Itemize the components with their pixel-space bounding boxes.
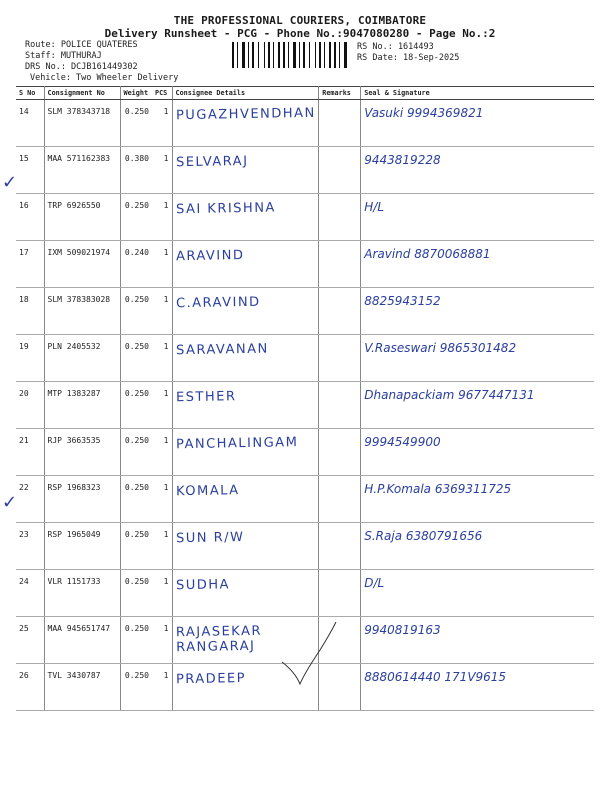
- vehicle-label: Vehicle: Two Wheeler Delivery: [30, 73, 179, 83]
- pcs-cell: 1: [152, 664, 172, 711]
- consignment-cell: IXM 509021974: [44, 241, 120, 288]
- sno-cell: 21: [16, 429, 44, 476]
- sno-cell: 25: [16, 617, 44, 664]
- pcs-cell: 1: [152, 100, 172, 147]
- sno-cell: 20: [16, 382, 44, 429]
- consignee-name: SELVARAJ: [175, 153, 249, 171]
- consignment-cell: MTP 1383287: [44, 382, 120, 429]
- signature-text: V.Raseswari 9865301482: [364, 341, 517, 355]
- consignment-cell: SLM 378343718: [44, 100, 120, 147]
- sno-cell: 18: [16, 288, 44, 335]
- tick-mark-icon: ✓: [2, 492, 18, 513]
- col-header-consignee: Consignee Details: [172, 87, 319, 100]
- sno-cell: 19: [16, 335, 44, 382]
- rs-number: RS No.: 1614493: [357, 42, 434, 52]
- pcs-cell: 1: [152, 570, 172, 617]
- weight-cell: 0.250: [120, 476, 152, 523]
- col-header-remarks: Remarks: [319, 87, 361, 100]
- pcs-cell: 1: [152, 335, 172, 382]
- sno-cell: 26: [16, 664, 44, 711]
- weight-cell: 0.250: [120, 288, 152, 335]
- pcs-cell: 1: [152, 194, 172, 241]
- weight-cell: 0.250: [120, 523, 152, 570]
- consignee-name: SARAVANAN: [175, 341, 269, 359]
- col-header-weight: Weight: [120, 87, 152, 100]
- weight-cell: 0.250: [120, 664, 152, 711]
- signature-text: 8825943152: [364, 294, 441, 308]
- weight-cell: 0.240: [120, 241, 152, 288]
- weight-cell: 0.250: [120, 100, 152, 147]
- weight-cell: 0.250: [120, 335, 152, 382]
- consignee-name: SUDHA: [175, 577, 230, 594]
- consignee-name: ARAVIND: [175, 248, 245, 265]
- consignee-name: PUGAZHVENDHAN: [175, 105, 316, 124]
- consignee-name: SAI KRISHNA: [175, 200, 276, 218]
- consignment-cell: MAA 945651747: [44, 617, 120, 664]
- pcs-cell: 1: [152, 382, 172, 429]
- col-header-signature: Seal & Signature: [361, 87, 594, 100]
- document-title: THE PROFESSIONAL COURIERS, COIMBATORE: [173, 14, 427, 27]
- signature-text: 9443819228: [364, 153, 441, 167]
- signature-text: H/L: [364, 200, 385, 214]
- consignment-cell: RJP 3663535: [44, 429, 120, 476]
- staff-label: Staff: MUTHURAJ: [25, 51, 102, 61]
- pcs-cell: 1: [152, 429, 172, 476]
- pcs-cell: 1: [152, 147, 172, 194]
- pcs-cell: 1: [152, 617, 172, 664]
- signature-text: 9994549900: [364, 435, 441, 449]
- consignment-cell: TVL 3430787: [44, 664, 120, 711]
- sno-cell: 22: [16, 476, 44, 523]
- consignment-cell: RSP 1968323: [44, 476, 120, 523]
- signature-text: H.P.Komala 6369311725: [364, 482, 512, 496]
- weight-cell: 0.250: [120, 382, 152, 429]
- sno-cell: 15: [16, 147, 44, 194]
- signature-text: S.Raja 6380791656: [364, 529, 483, 543]
- consignment-cell: SLM 378383028: [44, 288, 120, 335]
- tick-mark-icon: ✓: [2, 172, 18, 193]
- route-label: Route: POLICE QUATERES: [25, 40, 138, 50]
- consignee-name: PRADEEP: [175, 670, 246, 688]
- weight-cell: 0.250: [120, 617, 152, 664]
- sno-cell: 14: [16, 100, 44, 147]
- col-header-sno: S No: [16, 87, 44, 100]
- consignment-cell: TRP 6926550: [44, 194, 120, 241]
- signature-text: Vasuki 9994369821: [364, 106, 484, 120]
- weight-cell: 0.380: [120, 147, 152, 194]
- consignment-cell: RSP 1965049: [44, 523, 120, 570]
- consignee-name: SUN R/W: [175, 530, 245, 547]
- consignment-cell: MAA 571162383: [44, 147, 120, 194]
- signature-text: D/L: [364, 576, 385, 590]
- weight-cell: 0.250: [120, 429, 152, 476]
- pcs-cell: 1: [152, 241, 172, 288]
- drs-number: DRS No.: DCJB161449302: [25, 62, 138, 72]
- weight-cell: 0.250: [120, 194, 152, 241]
- consignment-cell: VLR 1151733: [44, 570, 120, 617]
- signature-text: Aravind 8870068881: [364, 247, 491, 261]
- pcs-cell: 1: [152, 476, 172, 523]
- consignee-name: RAJASEKAR RANGARAJ: [175, 623, 262, 656]
- consignee-name: ESTHER: [175, 389, 237, 406]
- signature-text: 9940819163: [364, 623, 441, 637]
- consignee-name: PANCHALINGAM: [175, 435, 298, 453]
- consignee-name: KOMALA: [175, 483, 240, 500]
- sno-cell: 17: [16, 241, 44, 288]
- pcs-cell: 1: [152, 523, 172, 570]
- col-header-consignment: Consignment No: [44, 87, 120, 100]
- rs-date: RS Date: 18-Sep-2025: [357, 53, 460, 63]
- sno-cell: 24: [16, 570, 44, 617]
- consignment-cell: PLN 2405532: [44, 335, 120, 382]
- pcs-cell: 1: [152, 288, 172, 335]
- signature-text: 8880614440 171V9615: [364, 670, 507, 684]
- sno-cell: 23: [16, 523, 44, 570]
- col-header-pcs: PCS: [152, 87, 172, 100]
- sno-cell: 16: [16, 194, 44, 241]
- consignee-name: C.ARAVIND: [175, 294, 261, 312]
- document-subtitle: Delivery Runsheet - PCG - Phone No.:9047080280 - Page No.:2: [104, 27, 496, 40]
- signature-text: Dhanapackiam 9677447131: [364, 388, 535, 402]
- weight-cell: 0.250: [120, 570, 152, 617]
